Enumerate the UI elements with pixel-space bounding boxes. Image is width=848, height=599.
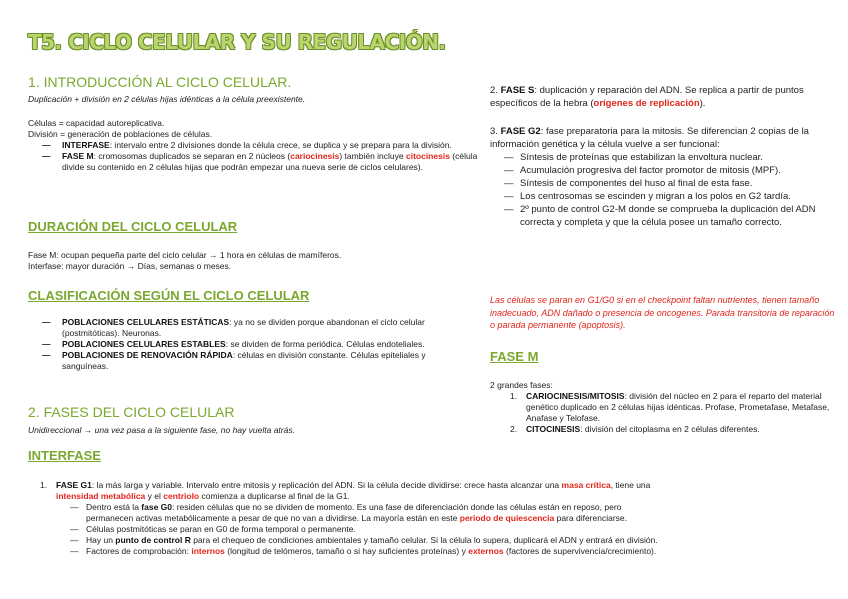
clasificacion-heading: CLASIFICACIÓN SEGÚN EL CICLO CELULAR	[28, 288, 310, 303]
fase-m-list	[498, 391, 835, 435]
duracion-heading: DURACIÓN DEL CICLO CELULAR	[28, 219, 238, 234]
highlight: citocinesis	[405, 151, 450, 161]
interfase-heading: INTERFASE	[28, 448, 101, 463]
duracion-line-1: Fase M: ocupan pequeña parte del ciclo celular → 1 hora en células de mamíferos.	[28, 250, 342, 260]
list-item: — 2º punto de control G2-M donde se comprueba la duplicación del ADN correcta y completa y que la célula posee un tamaño correcto.	[492, 203, 830, 229]
list-item-fase-g1: 1. FASE G1: la más larga y variable. Intervalo entre mitosis y replicación del ADN. Si la célula decide dividirse: crece hasta alcanzar una masa crítica, tiene una intensidad metabólica y el centriolo comienza a duplicarse al final de la G1.	[40, 480, 651, 501]
list-item: 1. CARIOCINESIS/MITOSIS: división del núcleo en 2 para el reparto del material genético duplicado en 2 células hijas idénticas. Profase, Prometafase, Metafase, Anafase y Telofase.	[510, 391, 830, 423]
list-item: — Síntesis de proteínas que estabilizan la envoltura nuclear.	[492, 151, 830, 164]
list-item-interfase: — INTERFASE: intervalo entre 2 divisiones donde la célula crece, se duplica y se prepara para la división.	[28, 140, 478, 151]
intro-heading: 1. INTRODUCCIÓN AL CICLO CELULAR.	[28, 74, 292, 90]
list-item: — POBLACIONES DE RENOVACIÓN RÁPIDA: células en división constante. Células epiteliales y sanguíneas.	[28, 350, 474, 372]
intro-line-1: Células = capacidad autoreplicativa.	[28, 118, 165, 128]
list-item: — POBLACIONES CELULARES ESTÁTICAS: ya no se dividen porque abandonan el ciclo celular (postmitóticas). Neuronas.	[28, 317, 474, 339]
fase-m-block: 2 grandes fases: 1. CARIOCINESIS/MITOSIS: división del núcleo en 2 para el reparto del material genético duplicado en 2 células hijas idénticas. Profase, Prometafase, Metafase, Anafase y Telofase. 2. CITOCINESIS: división del citoplasma en 2 células diferentes.	[490, 380, 835, 435]
fase-m-heading: FASE M	[490, 349, 539, 364]
intro-list	[28, 140, 478, 173]
list-item-fase-m: — FASE M: cromosomas duplicados se separan en 2 núcleos (cariocinesis) también incluye citocinesis (célula divide su contenido en 2 células hijas que podrán empezar una nueva serie de ciclos celulares).	[28, 151, 478, 173]
duracion-line-2: Interfase: mayor duración → Días, semanas o meses.	[28, 261, 232, 271]
list-item: — Hay un punto de control R para el chequeo de condiciones ambientales y tamaño celular. Si la célula lo supera, duplicará el ADN y entrará en división.	[58, 535, 668, 546]
term: FASE M	[62, 151, 94, 161]
clasificacion-list	[28, 317, 474, 372]
list-item: — Los centrosomas se escinden y migran a los polos en G2 tardía.	[492, 190, 830, 203]
fase-g2-block: 3. FASE G2: fase preparatoria para la mitosis. Se diferencian 2 copias de la información genética y la célula vuelve a ser funcional: — Síntesis de proteínas que estabilizan la envoltura nuclear. — Acumulación progresiva del factor promotor de mitosis (MPF). — Síntesis de componentes del huso al final de esta fase. — Los centrosomas se escinden y migran a los polos en G2 tardía. — 2º punto de control G2-M donde se comprueba la duplicación del ADN correcta y completa y que la célula posee un tamaño correcto.	[490, 125, 830, 229]
fase-s-block: 2. FASE S: duplicación y reparación del ADN. Se replica a partir de puntos específicos de la hebra (orígenes de replicación).	[490, 85, 804, 109]
list-item: — POBLACIONES CELULARES ESTABLES: se dividen de forma periódica. Células endoteliales.	[28, 339, 474, 350]
highlight: cariocinesis	[290, 151, 340, 161]
list-item: — Células postmitóticas se paran en G0 de forma temporal o permanente.	[58, 524, 668, 535]
list-item: — Acumulación progresiva del factor promotor de mitosis (MPF).	[492, 164, 830, 177]
intro-subtitle: Duplicación + división en 2 células hijas idénticas a la célula preexistente.	[28, 94, 306, 104]
checkpoint-note: Las células se paran en G1/G0 si en el checkpoint faltan nutrientes, tienen tamaño inadecuado, ADN dañado o presencia de oncogenes. Parada transitoria de reparación o parada permanente (apoptosis).	[490, 295, 835, 330]
intro-line-2: División = generación de poblaciones de células.	[28, 129, 213, 139]
g1-sublist	[58, 502, 668, 557]
duracion-body	[28, 250, 478, 272]
page-title: T5. CICLO CELULAR Y SU REGULACIÓN.	[28, 30, 446, 54]
list-item: 2. CITOCINESIS: división del citoplasma en 2 células diferentes.	[510, 424, 760, 434]
fases-subtitle: Unidireccional → una vez pasa a la siguiente fase, no hay vuelta atrás.	[28, 425, 295, 435]
fases-heading: 2. FASES DEL CICLO CELULAR	[28, 404, 235, 420]
list-item: — Síntesis de componentes del huso al final de esta fase.	[492, 177, 830, 190]
g1-list	[28, 480, 668, 502]
term: INTERFASE	[62, 140, 110, 150]
list-item: — Dentro está la fase G0: residen células que no se dividen de momento. Es una fase de diferenciación donde las células están en reposo, pero permanecen activas metabólicamente a pesar de que no van a dividirse. La mayoría están en este periodo de quiescencia para diferenciarse.	[58, 502, 668, 524]
intro-body	[28, 118, 478, 173]
list-item: — Factores de comprobación: internos (longitud de telómeros, tamaño o si hay suficientes proteínas) y externos (factores de supervivencia/crecimiento).	[58, 546, 668, 557]
fase-g1-block	[28, 480, 668, 557]
g2-list	[492, 151, 830, 229]
